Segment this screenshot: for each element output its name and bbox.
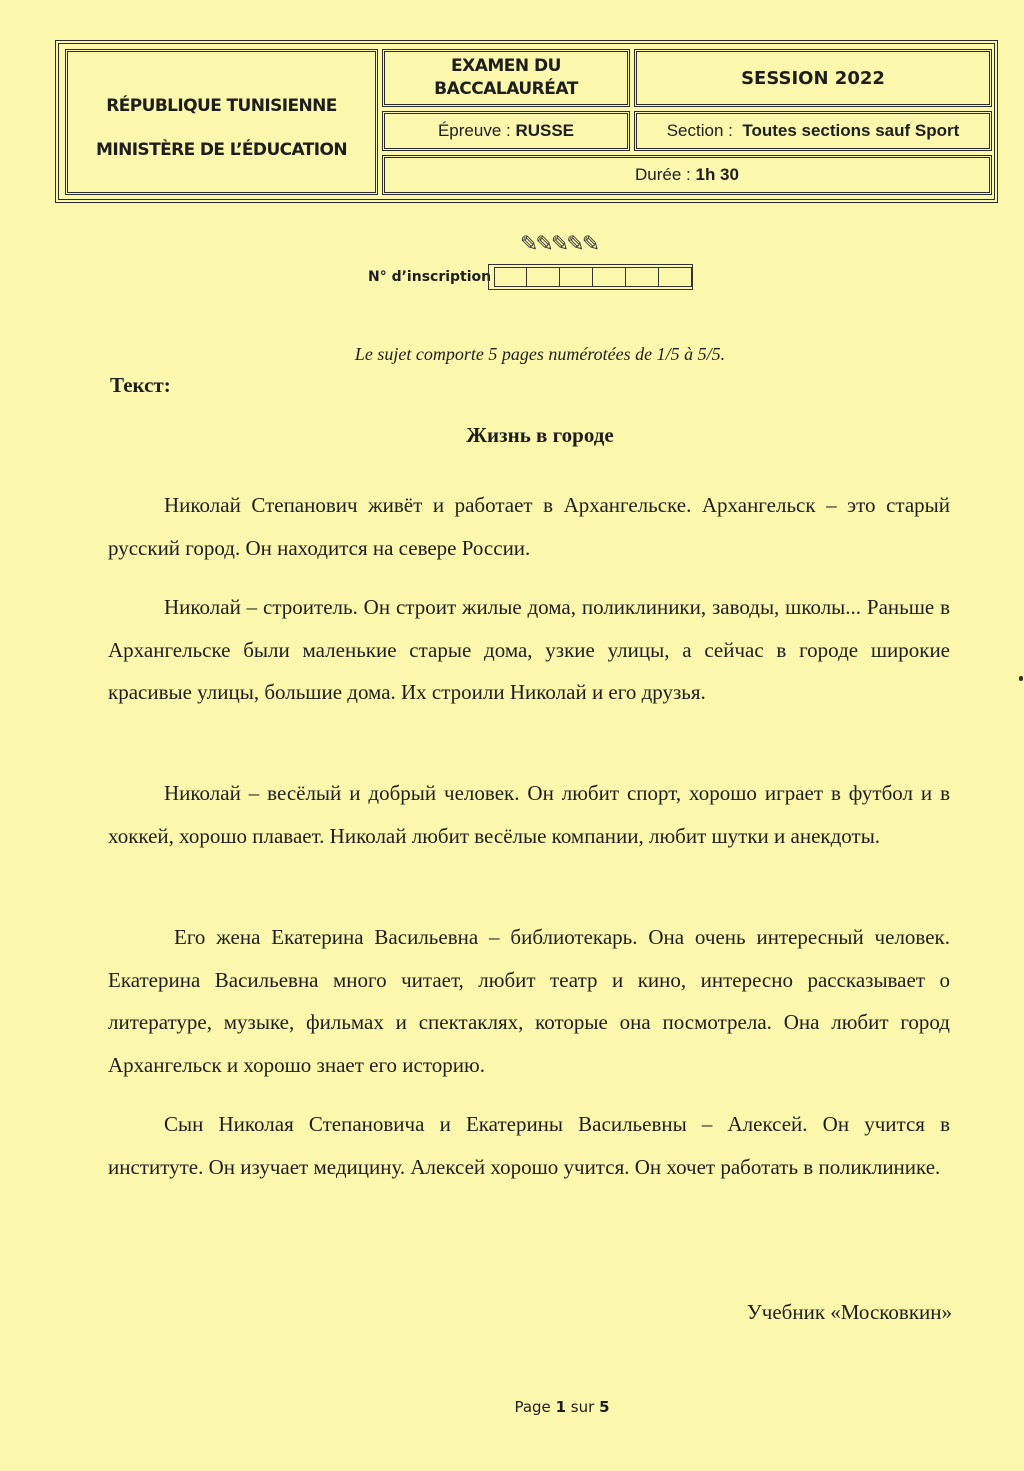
exam-title-line1: EXAMEN DU xyxy=(451,56,561,76)
section-label: Section : xyxy=(666,121,733,140)
session-cell xyxy=(634,49,992,107)
paragraph: Николай – весёлый и добрый человек. Он любит спорт, хорошо играет в футбол и в хоккей, хорошо плавает. Николай любит весёлые компании, любит шутки и анекдоты. xyxy=(108,781,950,848)
exam-title-line2: BACCALAURÉAT xyxy=(434,79,578,99)
paragraph: Его жена Екатерина Васильевна – библиотекарь. Она очень интересный человек. Екатерина Васильевна много читает, любит театр и кино, интересно рассказывает о литературе, музыке, фильмах и спектаклях, которые она посмотрела. Она любит город Архангельск и хорошо знает его историю. xyxy=(108,925,950,1077)
exam-title-cell xyxy=(382,49,630,107)
exam-header xyxy=(55,40,998,203)
paragraph: Сын Николая Степановича и Екатерины Васильевны – Алексей. Он учится в институте. Он изучает медицину. Алексей хорошо учится. Он хочет работать в поликлинике. xyxy=(108,1112,950,1179)
page-number: 1 xyxy=(555,1398,567,1416)
section-value: Toutes sections sauf Sport xyxy=(742,121,960,140)
text-label: Текст: xyxy=(110,373,171,397)
page-footer xyxy=(0,1398,1024,1416)
epreuve-cell xyxy=(382,111,630,151)
text-source: Учебник «Московкин» xyxy=(746,1300,952,1324)
duree-label: Durée : xyxy=(635,165,691,184)
inscription-label: N° d’inscription xyxy=(368,269,492,285)
inscription-digit-box[interactable] xyxy=(527,267,560,287)
duree-value: 1h 30 xyxy=(695,165,739,184)
institution-block xyxy=(65,49,378,195)
inscription-number-boxes[interactable] xyxy=(488,264,693,290)
paragraph: Николай – строитель. Он строит жилые дома, поликлиники, заводы, школы... Раньше в Архангельске были маленькие старые дома, узкие улицы, а сейчас в городе широкие красивые улицы, большие дома. Их строили Николай и его друзья. xyxy=(108,595,950,704)
section-cell xyxy=(634,111,992,151)
inscription-digit-box[interactable] xyxy=(494,267,527,287)
of-word: sur xyxy=(570,1398,595,1416)
inscription-digit-box[interactable] xyxy=(560,267,593,287)
page-word: Page xyxy=(514,1398,551,1416)
page-count-note: Le sujet comporte 5 pages numérotées de 1/5 à 5/5. xyxy=(354,344,726,364)
pencil-icon: ✎✎✎✎✎ xyxy=(520,232,598,257)
inscription-digit-box[interactable] xyxy=(593,267,626,287)
epreuve-label: Épreuve : xyxy=(437,121,511,140)
inscription-digit-box[interactable] xyxy=(626,267,659,287)
scan-speck xyxy=(1019,676,1023,681)
republic-label: RÉPUBLIQUE TUNISIENNE xyxy=(106,96,337,116)
total-pages: 5 xyxy=(599,1398,610,1416)
paragraph: Николай Степанович живёт и работает в Архангельске. Архангельск – это старый русский город. Он находится на севере России. xyxy=(108,493,950,560)
epreuve-value: RUSSE xyxy=(515,121,575,140)
session-label: SESSION 2022 xyxy=(741,67,885,89)
ministry-label: MINISTÈRE DE L’ÉDUCATION xyxy=(96,140,347,160)
text-title: Жизнь в городе xyxy=(466,423,614,447)
duree-cell xyxy=(382,155,992,195)
inscription-digit-box[interactable] xyxy=(659,267,692,287)
